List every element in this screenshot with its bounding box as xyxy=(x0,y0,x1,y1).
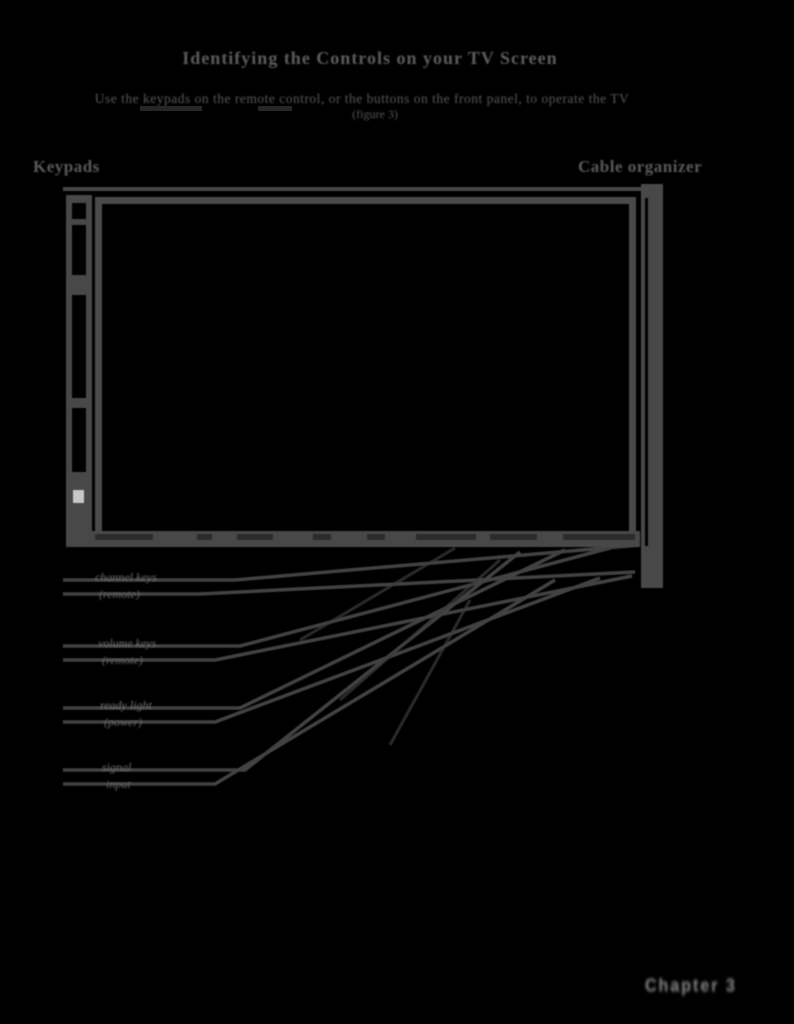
keypads-heading: Keypads xyxy=(33,157,100,176)
callout-channel xyxy=(95,570,157,602)
leader-line xyxy=(63,580,555,784)
callout-volume xyxy=(98,636,156,668)
callout-line1: channel keys xyxy=(95,570,157,584)
callout-line2: input xyxy=(106,777,131,791)
callout-line2: (power) xyxy=(104,715,142,729)
page-title: Identifying the Controls on your TV Screen xyxy=(182,48,558,68)
cable-heading: Cable organizer xyxy=(578,157,703,176)
figure-caption: (figure 3) xyxy=(352,107,398,121)
callout-signal xyxy=(102,760,131,792)
page-footer: Chapter 3 xyxy=(645,976,737,997)
intro-text: Use the keypads on the remote control, or the buttons on the front panel, to operate the TV xyxy=(94,91,630,106)
callout-line1: signal xyxy=(102,760,132,774)
callout-line1: volume keys xyxy=(98,636,157,650)
callout-line1: ready light xyxy=(100,698,152,712)
callout-line2: (remote) xyxy=(99,587,140,601)
callout-ready-light xyxy=(100,698,152,730)
callout-line2: (remote) xyxy=(102,653,143,667)
